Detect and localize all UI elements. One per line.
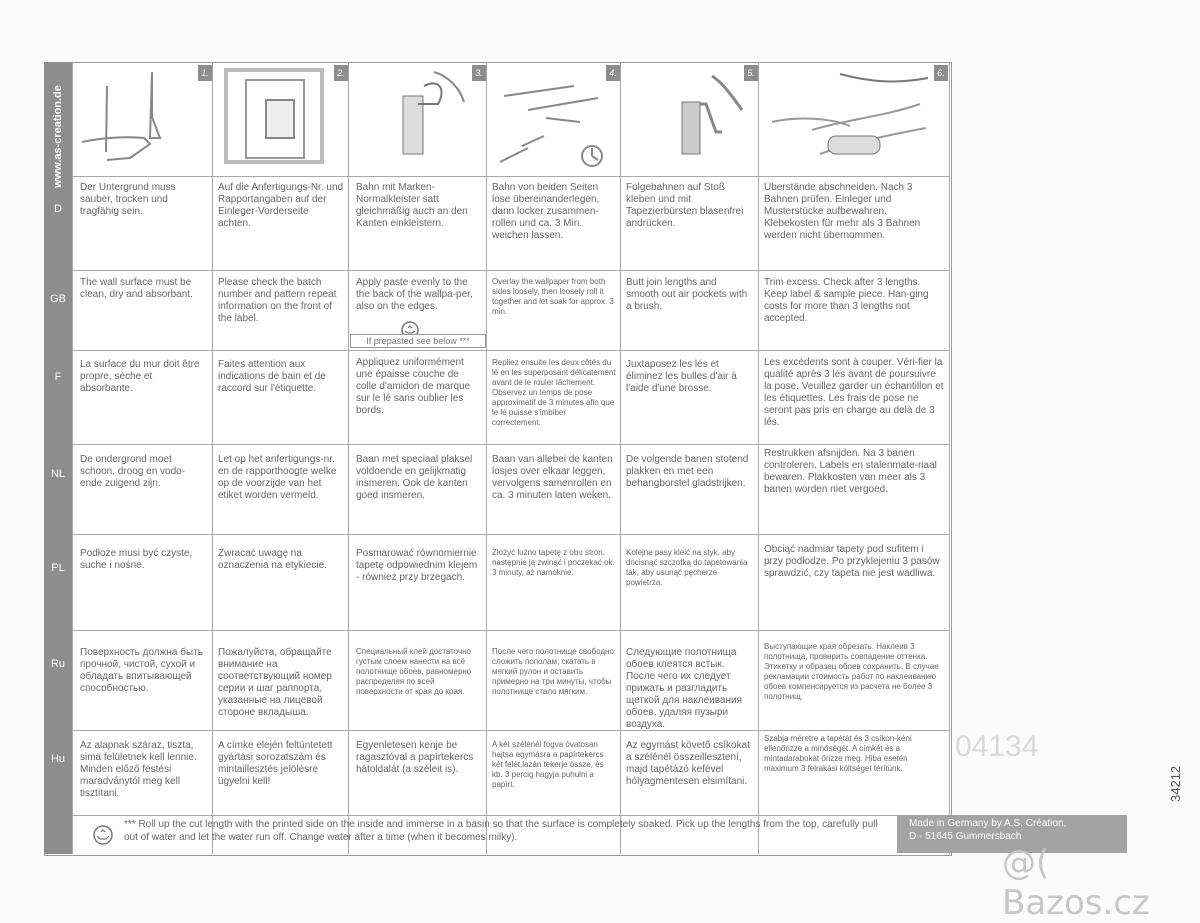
instruction-cell: Posmarować równomiernie tapetę odpowiednim klejem - również przy brzegach.	[356, 548, 478, 583]
step-6-illustration	[758, 62, 949, 176]
prepasted-note: If prepasted see below ***	[350, 334, 486, 348]
step-number: 1.	[198, 65, 212, 81]
instruction-cell: Пожалуйста, обращайте внимание на соответствующий номер серии и шаг раппорта, указанные на лицевой стороне вкладыша.	[218, 647, 332, 718]
instruction-cell: Butt join lengths and smooth out air pockets with a brush.	[626, 277, 748, 312]
instruction-cell: Специальный клей достаточно густым слоем нанести на всё полотнище обоев, равномерно распределяя по всей поверхности от края до края.	[356, 647, 472, 696]
instruction-cell: Szabja méretre a tapétát és 3 csíkon-kéni ellenőrizze a minőségét. A címkét és a mintadarabokat őrizze meg. Hiba esetén maximum 3 felrakási költséget térítünk.	[764, 734, 912, 773]
instruction-grid	[72, 62, 950, 854]
instruction-cell: Zwracać uwagę na oznaczenia na etykiecie.	[218, 548, 327, 571]
instruction-cell: Podłoże musi być czyste, suche i nośne.	[80, 548, 193, 571]
instruction-cell: De ondergrond moet schoon, droog en vodo-ende zuigend zijn.	[80, 454, 186, 489]
instruction-cell: A két szélénél fogva óvatosan hajtsa egymásra a papírtekercs két felét,lazán tekerje össze, és kb. 3 percig hagyja puhulni a papírt.	[492, 740, 604, 789]
step-number: 6.	[934, 65, 948, 81]
instruction-cell: Please check the batch number and pattern repeat information on the front of the label.	[218, 277, 337, 324]
step-4-illustration	[486, 62, 620, 176]
instruction-cell: Apply paste evenly to the the back of the wallpa-per, also on the edges.	[356, 277, 473, 312]
basin-icon	[92, 824, 114, 846]
instruction-cell: Złożyć luźno tapetę z obu stron, następnie ją zwinąć i poczekać ok. 3 minuty, aż namoknie.	[492, 548, 615, 577]
instruction-cell: Repliez ensuite les deux côtés du lé en les superposant délicatement avant de le rouler lâchement. Observez un temps de pose approximatif de 3 minutes afin que le lé puisse s'imbiber correctement.	[492, 358, 616, 427]
language-label-pl: PL	[51, 562, 65, 574]
column-divider	[212, 62, 213, 854]
row-divider	[72, 730, 950, 731]
row-divider	[72, 444, 950, 445]
product-code: 34212	[1168, 765, 1183, 802]
language-label-hu: Hu	[50, 753, 66, 765]
instruction-cell: Следующие полотнища обоев клеятся встык. После чего их следует прижать и разгладить щеткой для наклеивания обоев, удаляя пузыри воздуха.	[626, 647, 743, 730]
watermark: @( Bazos.cz	[1002, 843, 1150, 923]
column-divider	[486, 62, 487, 854]
step-number: 2.	[334, 65, 348, 81]
instruction-cell: The wall surface must be clean, dry and absorbant.	[80, 277, 193, 300]
instruction-cell: Trim excess. Check after 3 lengths. Keep label & sample piece. Han-ging costs for more than 3 lengths not accepted.	[764, 277, 929, 324]
instruction-cell: Folgebahnen auf Stoß kleben und mit Tapezierbürsten blasenfrei andrücken.	[626, 182, 744, 229]
row-divider	[72, 270, 950, 271]
instruction-cell: De volgende banen stotend plakken en met een behangborstel gladstrijken.	[626, 454, 749, 489]
instruction-cell: Baan met speciaal plaksel voldoende en gelijkmatig insmeren. Ook de kanten goed insmeren.	[356, 454, 473, 501]
instruction-cell: Bahn mit Marken-Normalkleister satt gleichmäßig auch an den Kanten einkleistern.	[356, 182, 468, 229]
language-label-de: D	[54, 203, 62, 215]
ghost-number: 04134	[955, 730, 1039, 763]
instruction-cell: Auf die Anfertigungs-Nr. und Rapportangaben auf der Einleger-Vorderseite achten.	[218, 182, 344, 229]
instruction-cell: Obciąć nadmiar tapety pod sufitem i przy podłodze. Po przyklejeniu 3 pasów sprawdzić, czy tapeta nie jest wadliwa.	[764, 544, 940, 579]
instruction-cell: Der Untergrund muss sauber, trocken und tragfähig sein.	[80, 182, 176, 217]
step-number: 5.	[744, 65, 758, 81]
footnote: *** Roll up the cut length with the printed side on the inside and immerse in a basin so that the surface is completely soaked. Pick up the lengths from the top, carefully pull out of water and let the water run off. Change water after a time (when it becomes milky).	[124, 819, 878, 843]
instruction-cell: Поверхность должна быть прочной, чистой, сухой и обладать впитывающей способностью.	[80, 647, 203, 694]
instruction-cell: La surface du mur doit être propre, sèche et absorbante.	[80, 359, 200, 394]
instruction-cell: Faites attention aux indications de bain et de raccord sur l'étiquette.	[218, 359, 326, 394]
instruction-cell: Az egymást követő csíkokat a szélénél összeillesztení, majd tapétázó kefével hólyagmentesen elsimítani.	[626, 740, 750, 787]
column-divider	[348, 62, 349, 854]
instruction-cell: Overlay the wallpaper from both sides loosely, then loosely roll it together and let soak for approx. 3 min.	[492, 277, 614, 316]
instruction-cell: Baan van allebei de kanten losjes over elkaar leggen, vervolgens samenrollen en ca. 3 minuten laten weken.	[492, 454, 613, 501]
instruction-cell: После чего полотнище свободно сложить пополам, скатать в мягкий рулон и оставить примерно на три минуты, чтобы полотнище стало мягким.	[492, 647, 614, 696]
instruction-cell: Выступающие края обрезать. Наклеив 3 полотнища, проверить совпадение оттенка. Этикетку и образец обоев сохранить. В случае рекламации стоимость работ по наклеиванию обоев компенсируется из расчета не более 3 полотнищ.	[764, 642, 939, 701]
instruction-cell: A címke elején feltüntetett gyártási sorozatszám és mintaillesztés jelölésre ügyelni kell!	[218, 740, 333, 787]
step-3-illustration	[348, 62, 486, 176]
instruction-cell: Appliquez uniformément une épaisse couche de colle d'amidon de marque sur le lé sans oublier les bords.	[356, 357, 471, 416]
instruction-cell: Az alapnak száraz, tiszta, sima felületnek kell lennie. Minden előző festési maradványtól meg kell tisztítani.	[80, 740, 197, 799]
instruction-cell: Restrukken afsnijden. Na 3 banen controleren. Labels en stalenmate-riaal bewaren. Plakkosten van meer als 3 banen worden niet vergoed.	[764, 448, 937, 495]
column-divider	[72, 62, 73, 854]
language-label-nl: NL	[50, 468, 66, 480]
footer	[72, 815, 894, 854]
website-label: www.as-creation.de	[52, 85, 64, 189]
manufacturer-line: D - 51645 Gummersbach	[909, 831, 1022, 842]
row-divider	[72, 630, 950, 631]
step-number: 4.	[606, 65, 620, 81]
instruction-cell: Überstände abschneiden. Nach 3 Bahnen prüfen. Einleger und Musterstücke aufbewahren. Klebekosten für mehr als 3 Bahnen werden nicht übernommen.	[764, 182, 921, 241]
row-divider	[72, 534, 950, 535]
language-label-gb: GB	[50, 293, 66, 305]
instruction-cell: Egyenletesen kenje be ragasztóval a papírtekercs hátoldalát (a széleit is).	[356, 740, 474, 775]
instruction-cell: Juxtaposez les lés et éliminez les bulles d'air à l'aide d'une brosse.	[626, 359, 737, 394]
step-number: 3.	[472, 65, 486, 81]
step-5-illustration	[620, 62, 758, 176]
column-divider	[620, 62, 621, 854]
column-divider	[949, 62, 950, 854]
step-2-illustration	[212, 62, 348, 176]
step-1-illustration	[72, 62, 212, 176]
manufacturer-line: Made in Germany by A.S. Création,	[909, 818, 1067, 829]
row-divider	[72, 350, 950, 351]
instruction-cell: Kolejne pasy kleić na styk, aby docisnąć szczotką do tapetowania tak, aby usunąć pęcherze powietrza.	[626, 548, 748, 587]
language-label-f: F	[54, 371, 62, 383]
column-divider	[758, 62, 759, 854]
row-divider	[72, 176, 950, 177]
instruction-cell: Bahn von beiden Seiten lose übereinanderlegen, dann locker zusammen-rollen und ca. 3 Min. weichen lassen.	[492, 182, 600, 241]
instruction-cell: Les excédents sont à couper. Véri-fier la qualité après 3 lés avant de poursuivre la pose. Veuillez garder un échantillon et les étiquettes. Les frais de pose ne seront pas pris en charge au delà de 3 lés.	[764, 357, 944, 428]
language-label-ru: Ru	[50, 658, 66, 670]
instruction-cell: Let op het anfertigungs-nr. en de rapporthoogte welke op de voorzijde van het etiket worden vermeld.	[218, 454, 337, 501]
